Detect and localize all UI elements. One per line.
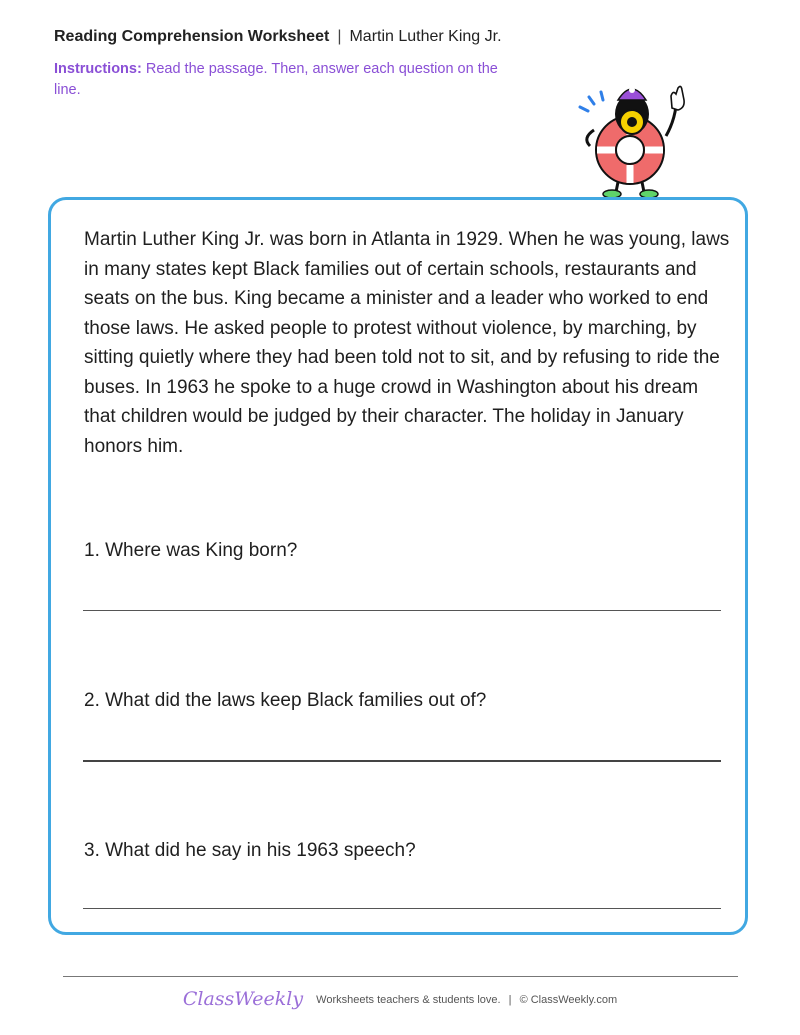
answer-line-1[interactable] bbox=[83, 610, 721, 611]
question-1: 1. Where was King born? bbox=[84, 540, 298, 561]
worksheet-title: Reading Comprehension Worksheet bbox=[54, 28, 330, 45]
footer-copyright: © ClassWeekly.com bbox=[519, 994, 618, 1006]
footer-tagline: Worksheets teachers & students love. bbox=[316, 994, 501, 1006]
answer-line-2[interactable] bbox=[83, 760, 721, 762]
classweekly-logo[interactable]: ClassWeekly bbox=[182, 988, 304, 1010]
worksheet-topic: Martin Luther King Jr. bbox=[349, 28, 502, 45]
instructions-label: Instructions: bbox=[54, 61, 142, 77]
footer bbox=[0, 988, 800, 1010]
instructions bbox=[54, 59, 514, 101]
passage-card bbox=[48, 197, 748, 935]
footer-divider bbox=[63, 976, 738, 977]
answer-line-3[interactable] bbox=[83, 908, 721, 909]
question-2: 2. What did the laws keep Black families out of? bbox=[84, 690, 487, 711]
footer-divider-glyph: | bbox=[508, 994, 512, 1006]
instructions-text: Read the passage. Then, answer each question on the line. bbox=[54, 61, 498, 98]
reading-passage: Martin Luther King Jr. was born in Atlanta in 1929. When he was young, laws in many states kept Black families out of certain schools, restaurants and seats on the bus. King became a minister and a leader who worked to end those laws. He asked people to protest without violence, by marching, by sitting quietly where they had been told not to sit, and by refusing to ride the buses. In 1963 he spoke to a huge crowd in Washington about his dream that children would be judged by their character. The holiday in January honors him. bbox=[84, 229, 730, 457]
worksheet-header bbox=[54, 28, 502, 46]
question-3: 3. What did he say in his 1963 speech? bbox=[84, 840, 416, 861]
header-separator: | bbox=[337, 28, 342, 45]
lifebuoy-mascot-icon bbox=[574, 78, 700, 200]
